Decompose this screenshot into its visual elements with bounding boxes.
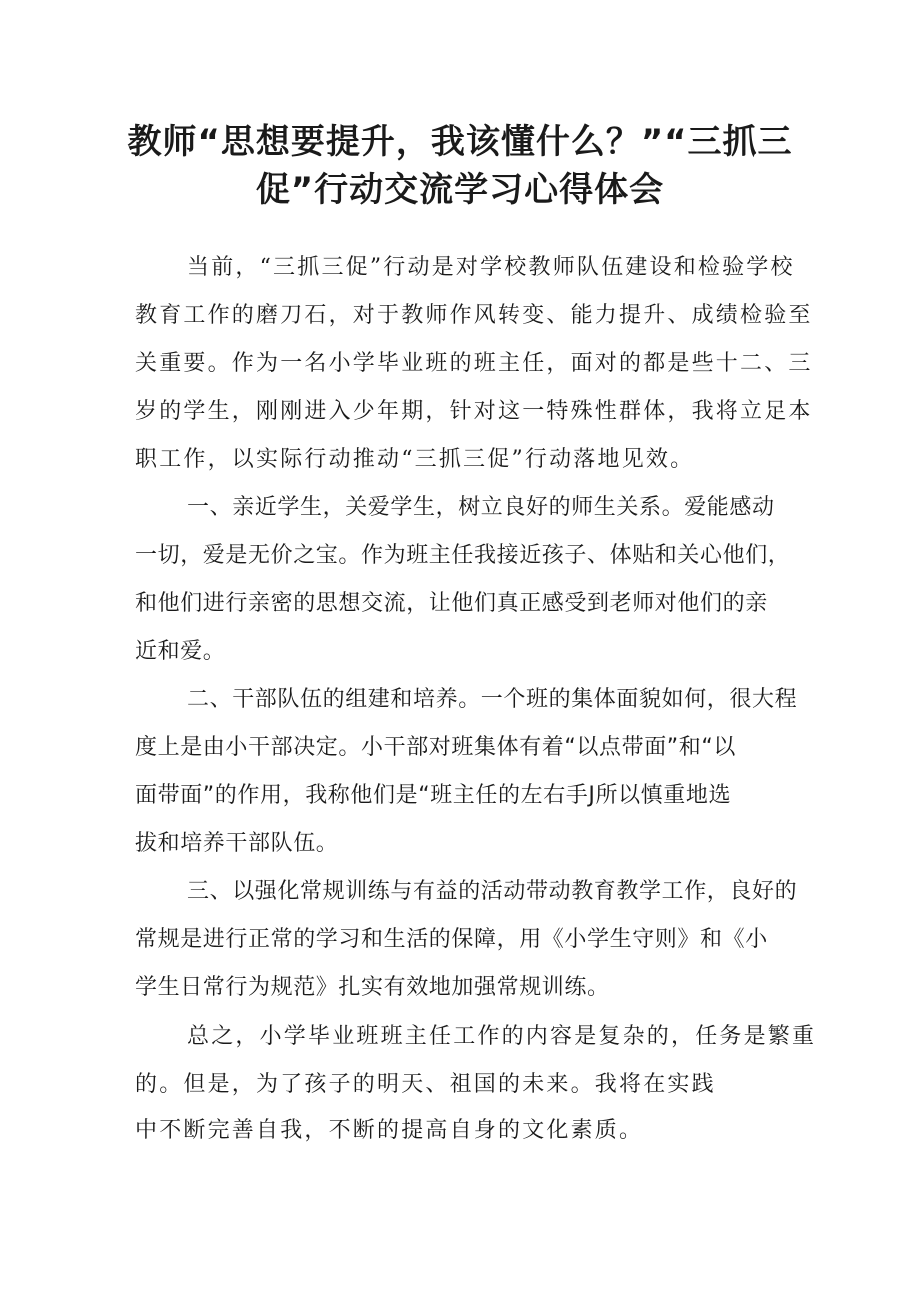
paragraph-line: 三、以强化常规训练与有益的活动带动教育教学工作，良好的 (187, 879, 798, 904)
paragraph-line: 拔和培养干部队伍。 (135, 831, 339, 856)
paragraph-line: 二、干部队伍的组建和培养。一个班的集体面貌如何，很大程 (187, 687, 798, 712)
title-line-1: 教师“思想要提升，我该懂什么？”“三抓三 (127, 122, 793, 162)
paragraph-point-2 (135, 676, 798, 868)
paragraph-intro (135, 244, 813, 484)
paragraph-line: 一切，爱是无价之宝。作为班主任我接近孩子、体贴和关心他们， (135, 543, 791, 568)
paragraph-line: 职工作，以实际行动推动“三抓三促”行动落地见效。 (135, 447, 695, 472)
paragraph-closing (135, 1107, 795, 1155)
paragraph-line: 当前，“三抓三促”行动是对学校教师队伍建设和检验学校 (187, 255, 795, 280)
paragraph-line: 学生日常行为规范》扎实有效地加强常规训练。 (135, 975, 610, 1000)
paragraph-line: 中不断完善自我，不断的提高自身的文化素质。 (135, 1118, 644, 1143)
paragraph-point-3 (135, 868, 798, 1012)
paragraph-line: 和他们进行亲密的思想交流，让他们真正感受到老师对他们的亲 (135, 591, 768, 616)
paragraph-line: 一、亲近学生，关爱学生，树立良好的师生关系。爱能感动 (187, 495, 775, 520)
title-line-2: 促”行动交流学习心得体会 (255, 170, 665, 210)
paragraph-line: 的。但是，为了孩子的明天、祖国的未来。我将在实践 (135, 1072, 716, 1097)
paragraph-line: 总之，小学毕业班班主任工作的内容是复杂的，任务是繁重 (187, 1024, 817, 1049)
paragraph-line: 面带面”的作用，我称他们是“班主任的左右手J所以慎重地选 (135, 783, 732, 808)
paragraph-line: 岁的学生，刚刚进入少年期，针对这一特殊性群体，我将立足本 (135, 399, 813, 424)
paragraph-conclusion (135, 1013, 817, 1109)
paragraph-line: 关重要。作为一名小学毕业班的班主任，面对的都是些十二、三 (135, 351, 813, 376)
paragraph-line: 度上是由小干部决定。小干部对班集体有着“以点带面”和“以 (135, 735, 736, 760)
paragraph-line: 近和爱。 (135, 639, 226, 664)
paragraph-line: 教育工作的磨刀石，对于教师作风转变、能力提升、成绩检验至 (135, 303, 813, 328)
paragraph-point-1 (135, 484, 795, 676)
paragraph-line: 常规是进行正常的学习和生活的保障，用《小学生守则》和《小 (135, 927, 768, 952)
